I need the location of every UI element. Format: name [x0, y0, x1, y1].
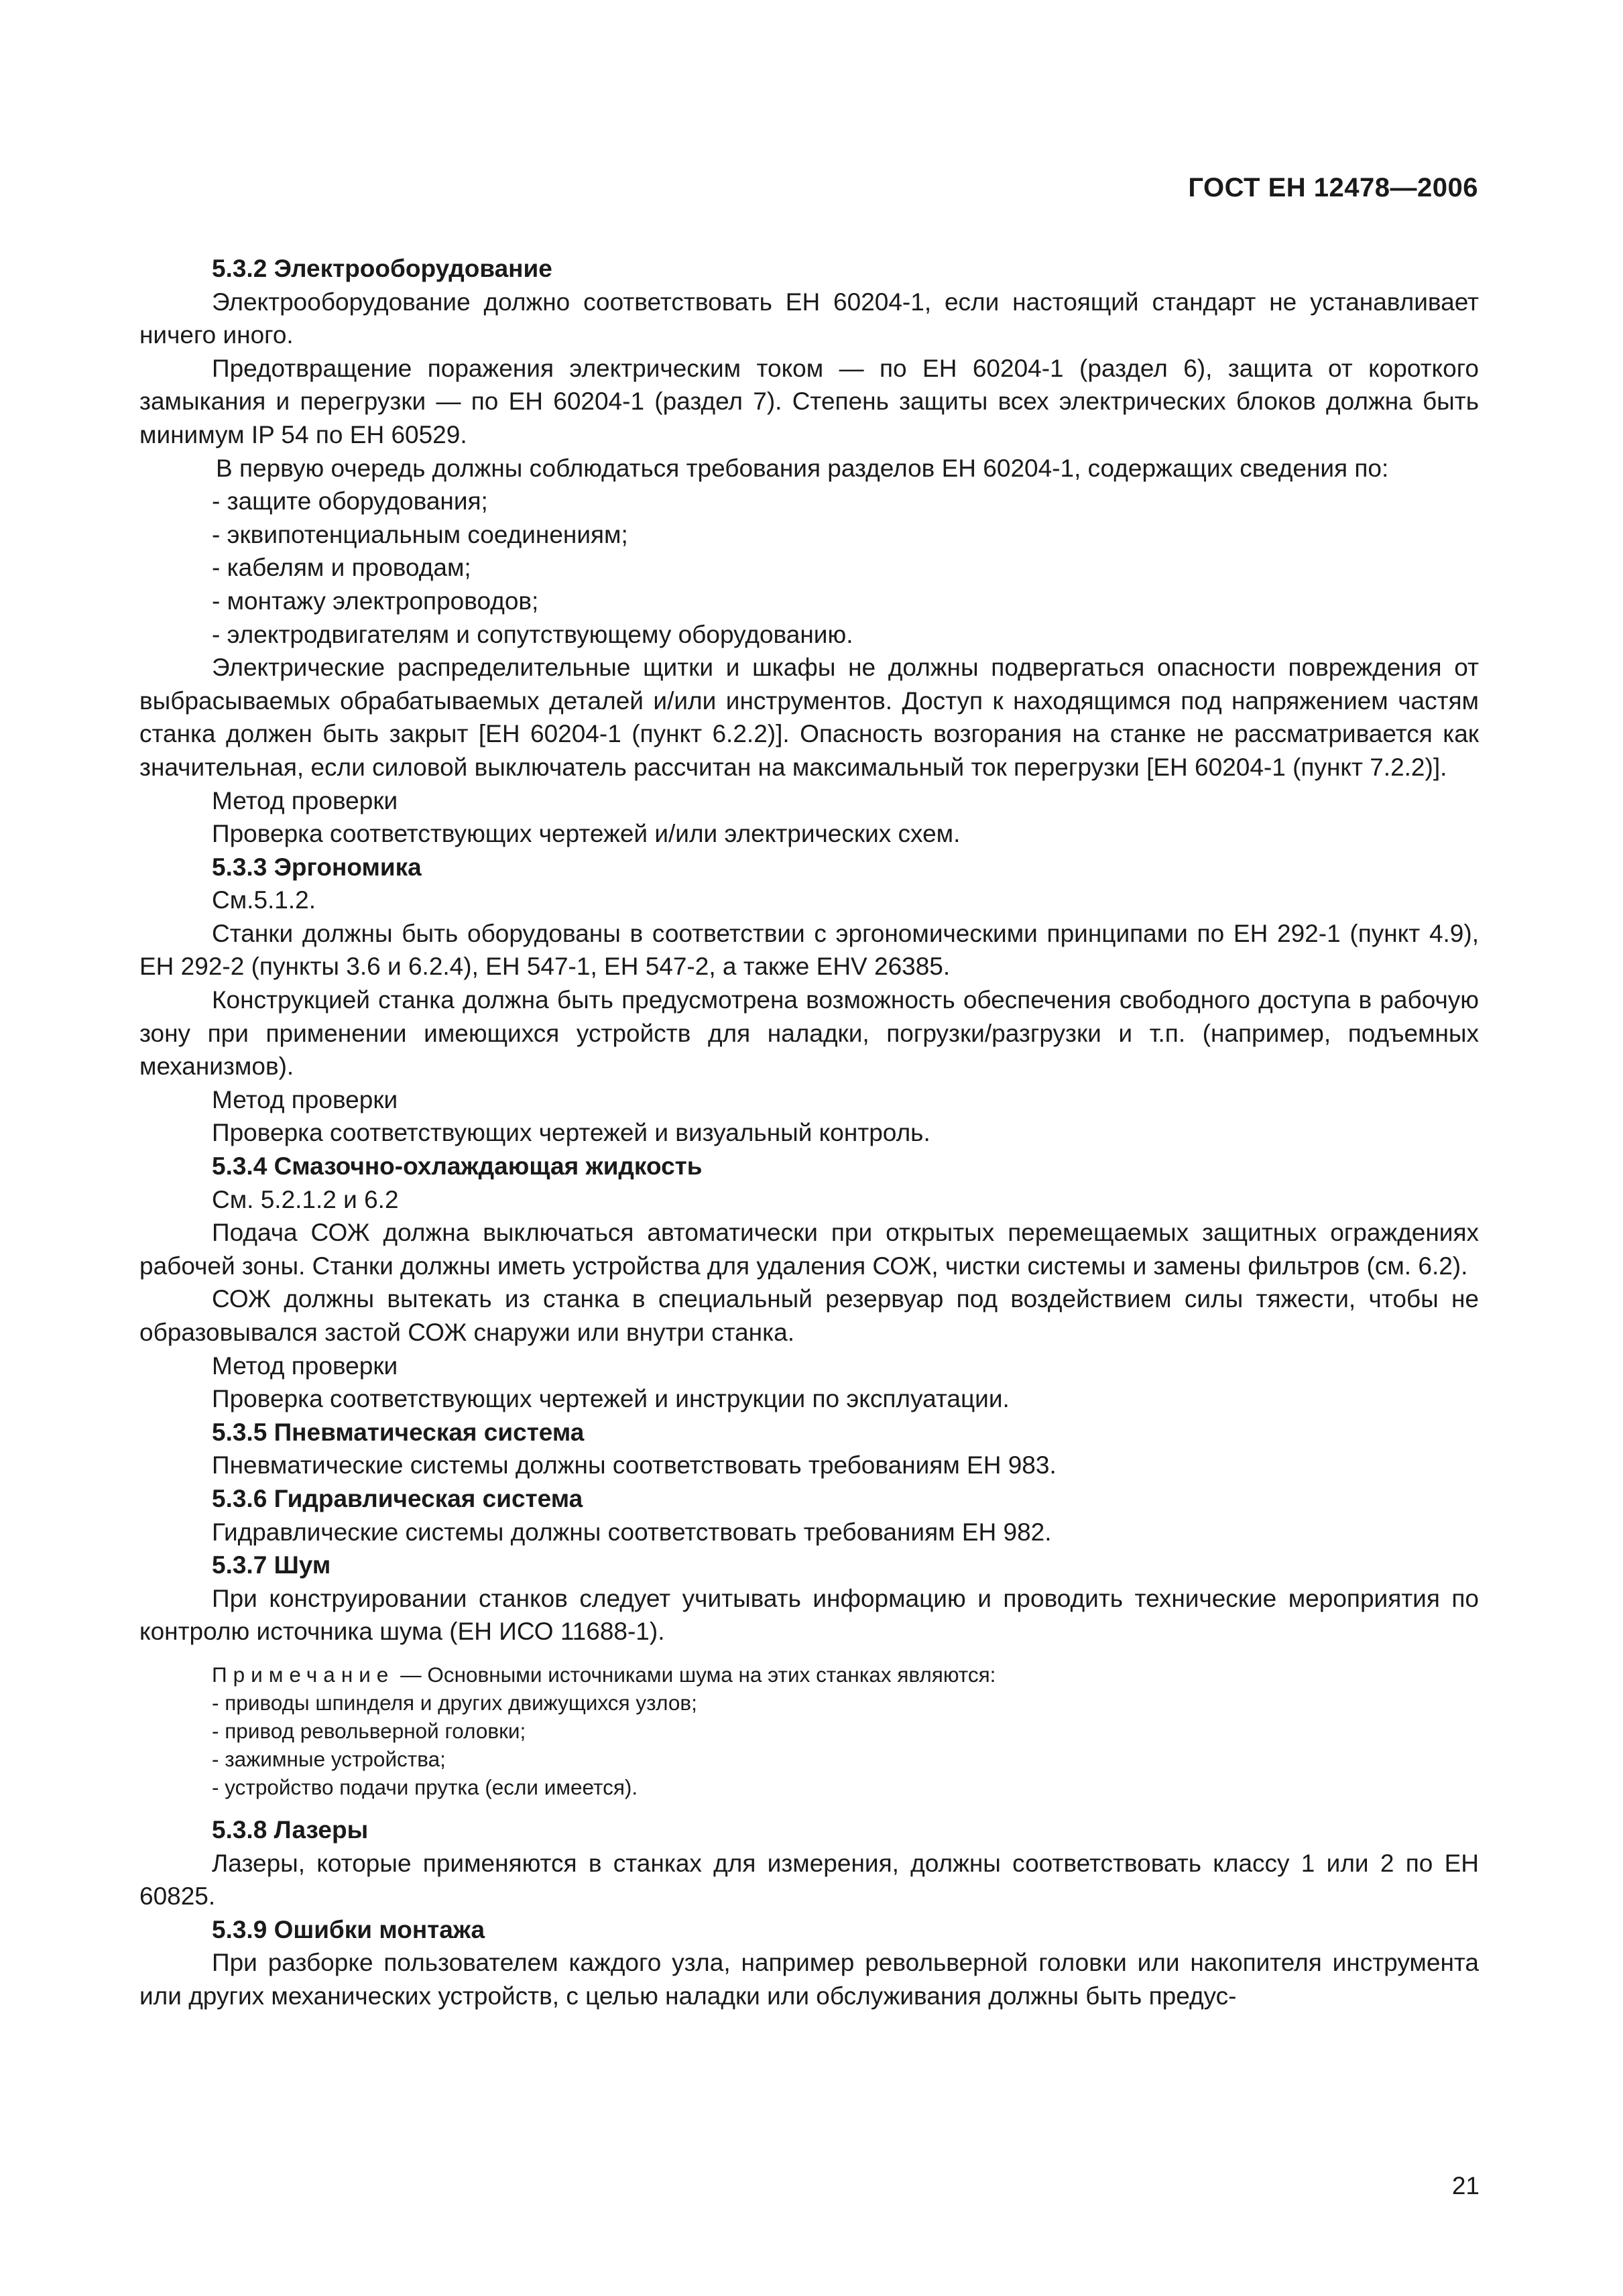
paragraph: Пневматические системы должны соответствовать требованиям ЕН 983.: [212, 1451, 1057, 1479]
section-heading-5-3-2: 5.3.2 Электрооборудование: [212, 255, 552, 282]
note-list-item: - устройство подачи прутка (если имеется).: [212, 1774, 638, 1799]
note-block: [139, 1660, 1479, 1801]
list-item: - электродвигателям и сопутствующему оборудованию.: [212, 620, 853, 648]
note-text: — Основными источниками шума на этих станках являются:: [394, 1662, 996, 1687]
document-body: [139, 252, 1479, 2013]
list-item: - кабелям и проводам;: [212, 554, 471, 582]
note-label: Примечание: [212, 1662, 395, 1687]
method-text: Проверка соответствующих чертежей и визуальный контроль.: [212, 1119, 930, 1147]
paragraph: При разборке пользователем каждого узла, например револьверной головки или накопителя инструмента или других механических устройств, с целью наладки или обслуживания должны быть предус-: [139, 1949, 1479, 2010]
paragraph: При конструировании станков следует учитывать информацию и проводить технические мероприятия по контролю источника шума (ЕН ИСО 11688-1).: [139, 1584, 1479, 1646]
note-intro: [139, 1660, 1479, 1689]
note-list-item: - приводы шпинделя и других движущихся узлов;: [212, 1690, 697, 1715]
method-text: Проверка соответствующих чертежей и инструкции по эксплуатации.: [212, 1385, 1010, 1413]
section-heading-5-3-6: 5.3.6 Гидравлическая система: [212, 1484, 583, 1512]
paragraph: Гидравлические системы должны соответствовать требованиям ЕН 982.: [212, 1518, 1052, 1546]
note-list-item: - привод револьверной головки;: [212, 1718, 526, 1743]
reference-text: См.5.1.2.: [212, 886, 316, 914]
section-heading-5-3-9: 5.3.9 Ошибки монтажа: [212, 1915, 485, 1943]
paragraph: Конструкцией станка должна быть предусмотрена возможность обеспечения свободного доступа в рабочую зону при применении имеющихся устройств для наладки, погрузки/разгрузки и т.п. (например, подъемных механизмов).: [139, 986, 1479, 1081]
paragraph: Электрооборудование должно соответствовать ЕН 60204-1, если настоящий стандарт не устанавливает ничего иного.: [139, 288, 1479, 349]
section-heading-5-3-8: 5.3.8 Лазеры: [212, 1815, 369, 1844]
method-label: Метод проверки: [212, 1085, 398, 1113]
paragraph: Электрические распределительные щитки и шкафы не должны подвергаться опасности повреждения от выбрасываемых обрабатываемых деталей и/или инструментов. Доступ к находящимся под напряжением частям станка должен быть закрыт [ЕН 60204-1 (пункт 6.2.2)]. Опасность возгорания на станке не рассматривается как значительная, если силовой выключатель рассчитан на максимальный ток перегрузки [ЕН 60204-1 (пункт 7.2.2)].: [139, 654, 1479, 781]
paragraph: Лазеры, которые применяются в станках для измерения, должны соответствовать классу 1 или 2 по ЕН 60825.: [139, 1849, 1479, 1911]
paragraph: Предотвращение поражения электрическим током — по ЕН 60204-1 (раздел 6), защита от короткого замыкания и перегрузки — по ЕН 60204-1 (раздел 7). Степень защиты всех электрических блоков должна быть минимум IP 54 по ЕН 60529.: [139, 354, 1479, 448]
reference-text: См. 5.2.1.2 и 6.2: [212, 1185, 399, 1213]
paragraph: В первую очередь должны соблюдаться требования разделов ЕН 60204-1, содержащих сведения по:: [216, 454, 1389, 482]
paragraph: СОЖ должны вытекать из станка в специальный резервуар под воздействием силы тяжести, чтобы не образовывался застой СОЖ снаружи или внутри станка.: [139, 1285, 1479, 1346]
section-heading-5-3-5: 5.3.5 Пневматическая система: [212, 1418, 585, 1446]
section-heading-5-3-4: 5.3.4 Смазочно-охлаждающая жидкость: [212, 1152, 703, 1181]
method-text: Проверка соответствующих чертежей и/или электрических схем.: [212, 820, 961, 848]
list-item: - эквипотенциальным соединениям;: [212, 520, 628, 548]
section-heading-5-3-7: 5.3.7 Шум: [212, 1551, 331, 1579]
paragraph: Станки должны быть оборудованы в соответствии с эргономическими принципами по ЕН 292-1 (пункт 4.9), ЕН 292-2 (пункты 3.6 и 6.2.4), ЕН 547-1, ЕН 547-2, а также ЕНV 26385.: [139, 919, 1479, 981]
method-label: Метод проверки: [212, 786, 398, 814]
note-list-item: - зажимные устройства;: [212, 1746, 446, 1771]
method-label: Метод проверки: [212, 1351, 398, 1380]
section-heading-5-3-3: 5.3.3 Эргономика: [212, 853, 422, 881]
page-number: 21: [1451, 2172, 1480, 2199]
document-header-id: ГОСТ ЕН 12478—2006: [1188, 173, 1478, 202]
paragraph: Подача СОЖ должна выключаться автоматически при открытых перемещаемых защитных ограждениях рабочей зоны. Станки должны иметь устройства для удаления СОЖ, чистки системы и замены фильтров (см. 6.2).: [139, 1219, 1479, 1280]
list-item: - монтажу электропроводов;: [212, 587, 539, 615]
list-item: - защите оборудования;: [212, 487, 488, 516]
